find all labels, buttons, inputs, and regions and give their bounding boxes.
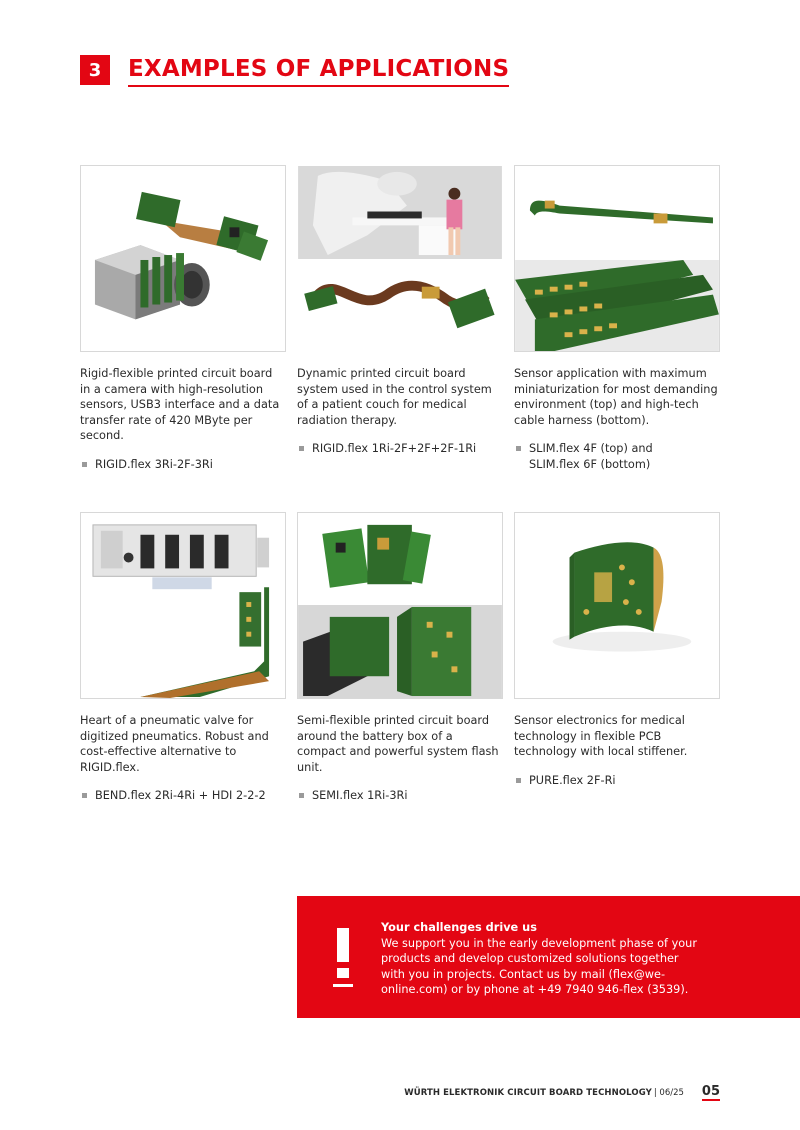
callout-text: We support you in the early development phase of your products and develop customized solutions together with you in projects. Contact us by mail (flex@we-online.com) or by phone at +49 7940 946-flex (3539). [381, 936, 697, 996]
bullet-square-icon [82, 793, 87, 798]
product-bullet [514, 773, 720, 789]
product-name: RIGID.flex 1Ri-2F+2F+2F-1Ri [312, 442, 477, 455]
pneumatic-valve-photo [80, 512, 286, 699]
product-bullet [297, 788, 503, 804]
product-name: PURE.flex 2F-Ri [529, 773, 616, 787]
bullet-square-icon [299, 793, 304, 798]
footer-date: | 06/25 [653, 1088, 684, 1098]
product-name: RIGID.flex 3Ri-2F-3Ri [95, 457, 213, 471]
bullet-square-icon [299, 446, 304, 451]
sensor-flex-photo [514, 165, 720, 352]
product-bullet [514, 441, 720, 472]
callout-title: Your challenges drive us [381, 921, 537, 934]
product-name: SEMI.flex 1Ri-3Ri [312, 789, 408, 802]
product-bullet [80, 788, 286, 804]
camera-pcb-photo [80, 165, 286, 352]
product-name: SLIM.flex 4F (top) and SLIM.flex 6F (bottom) [529, 442, 653, 471]
radiation-therapy-photo [297, 165, 503, 352]
card-description: Sensor electronics for medical technology in flexible PCB technology with local stiffener. [514, 714, 688, 758]
card-description: Sensor application with maximum miniaturization for most demanding environment (top) and high-tech cable harness (bottom). [514, 367, 718, 427]
application-card-camera [80, 165, 286, 472]
bullet-square-icon [516, 778, 521, 783]
bullet-square-icon [82, 462, 87, 467]
product-bullet [80, 457, 286, 473]
footer-brand: WÜRTH ELEKTRONIK CIRCUIT BOARD TECHNOLOGY [404, 1088, 652, 1098]
application-card-pneumatic-valve [80, 512, 286, 804]
card-description: Semi-flexible printed circuit board around the battery box of a compact and powerful system flash unit. [297, 714, 499, 774]
product-bullet [297, 441, 503, 457]
application-card-sensor [514, 165, 720, 472]
application-card-radiation-therapy [297, 165, 503, 457]
application-card-medical-sensor [514, 512, 720, 788]
challenges-callout [297, 896, 800, 1018]
card-description: Heart of a pneumatic valve for digitized pneumatics. Robust and cost-effective alternative to RIGID.flex. [80, 714, 269, 774]
page-number: 05 [701, 1084, 720, 1099]
section-title: EXAMPLES OF APPLICATIONS [128, 55, 509, 87]
product-name: BEND.flex 2Ri-4Ri + HDI 2-2-2 [95, 789, 266, 802]
card-description: Rigid-flexible printed circuit board in a camera with high-resolution sensors, USB3 interface and a data transfer rate of 420 MByte per second. [80, 367, 280, 442]
section-header [80, 55, 509, 87]
bullet-square-icon [516, 446, 521, 451]
card-description: Dynamic printed circuit board system used in the control system of a patient couch for medical radiation therapy. [297, 367, 492, 427]
page-footer [404, 1084, 720, 1101]
callout-body [381, 920, 701, 998]
medical-sensor-photo [514, 512, 720, 699]
exclamation-icon [333, 928, 353, 988]
section-number: 3 [80, 55, 110, 85]
flash-unit-photo [297, 512, 503, 699]
application-card-flash-unit [297, 512, 503, 804]
